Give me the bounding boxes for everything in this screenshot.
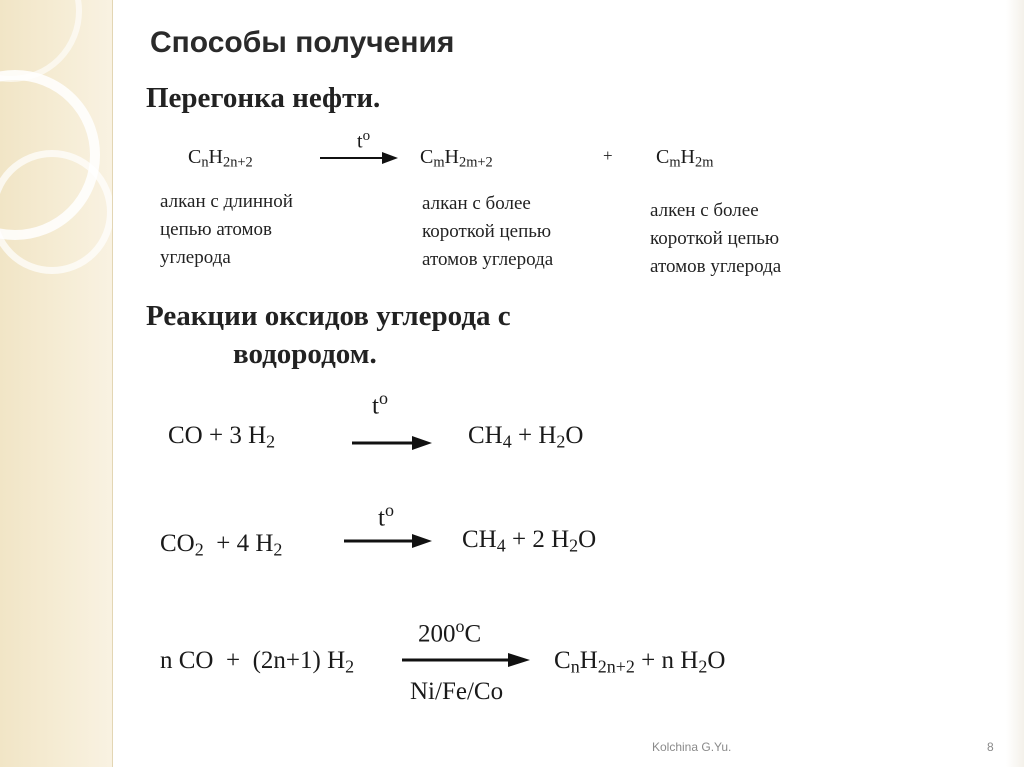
description-line: углерода (160, 247, 231, 268)
description-line: короткой цепью (422, 221, 552, 242)
decorative-right-edge (1006, 0, 1024, 767)
description-line: алкен с более (650, 200, 759, 221)
reaction2-products: $CH_4 + 2$ $H_2O$ (462, 526, 597, 556)
description-line: атомов углерода (422, 249, 554, 270)
reaction3-arrow (402, 651, 530, 669)
plus-sign: + (603, 146, 613, 165)
reaction1-products: $CH_4 + H_2O$ (468, 422, 584, 452)
sidebar-divider (112, 0, 113, 767)
reaction3-temperature: 200$^o$C (418, 616, 482, 648)
decorative-sidebar (0, 0, 112, 767)
reaction1-reactants: CO + 3 $H_2$ (168, 422, 276, 452)
description-line: короткой цепью (650, 228, 780, 249)
description-line: алкан с более (422, 193, 531, 214)
reactant-formula: $C_nH_{2n+2}$ (188, 146, 253, 171)
product2-formula: $C_mH_{2m}$ (656, 146, 714, 171)
slide-title: Способы получения (150, 26, 455, 59)
reaction2-condition: $t^o$ (378, 500, 394, 532)
reactant-description (160, 188, 293, 272)
description-line: атомов углерода (650, 256, 782, 277)
product1-description (422, 190, 553, 274)
footer-author: Kolchina G.Yu. (652, 740, 732, 754)
decorative-ring (0, 150, 112, 274)
section-heading-carbon-oxides-line2: водородом. (233, 338, 377, 370)
reaction3-catalyst: Ni/Fe/Co (410, 678, 504, 705)
description-line: цепью атомов (160, 219, 273, 240)
decorative-ring (0, 0, 82, 82)
reaction-arrow (320, 150, 398, 166)
page-number: 8 (987, 740, 994, 754)
reaction1-arrow (352, 434, 432, 452)
product1-formula: $C_mH_{2m+2}$ (420, 146, 493, 171)
description-line: алкан с длинной (160, 191, 293, 212)
section-heading-carbon-oxides: Реакции оксидов углерода с (146, 300, 511, 332)
reaction2-arrow (344, 532, 432, 550)
section-heading-oil-distillation: Перегонка нефти. (146, 82, 381, 114)
reaction2-reactants: $CO_2 + 4$ $H_2$ (160, 530, 283, 560)
reaction-condition: $t^o$ (357, 128, 371, 153)
reaction3-products: $C_nH_{2n+2} + n$ $H_2O$ (554, 647, 726, 677)
product2-description (650, 197, 781, 281)
reaction1-condition: $t^o$ (372, 388, 388, 420)
reaction3-reactants: n CO + (2n+1) $H_2$ (160, 647, 355, 677)
